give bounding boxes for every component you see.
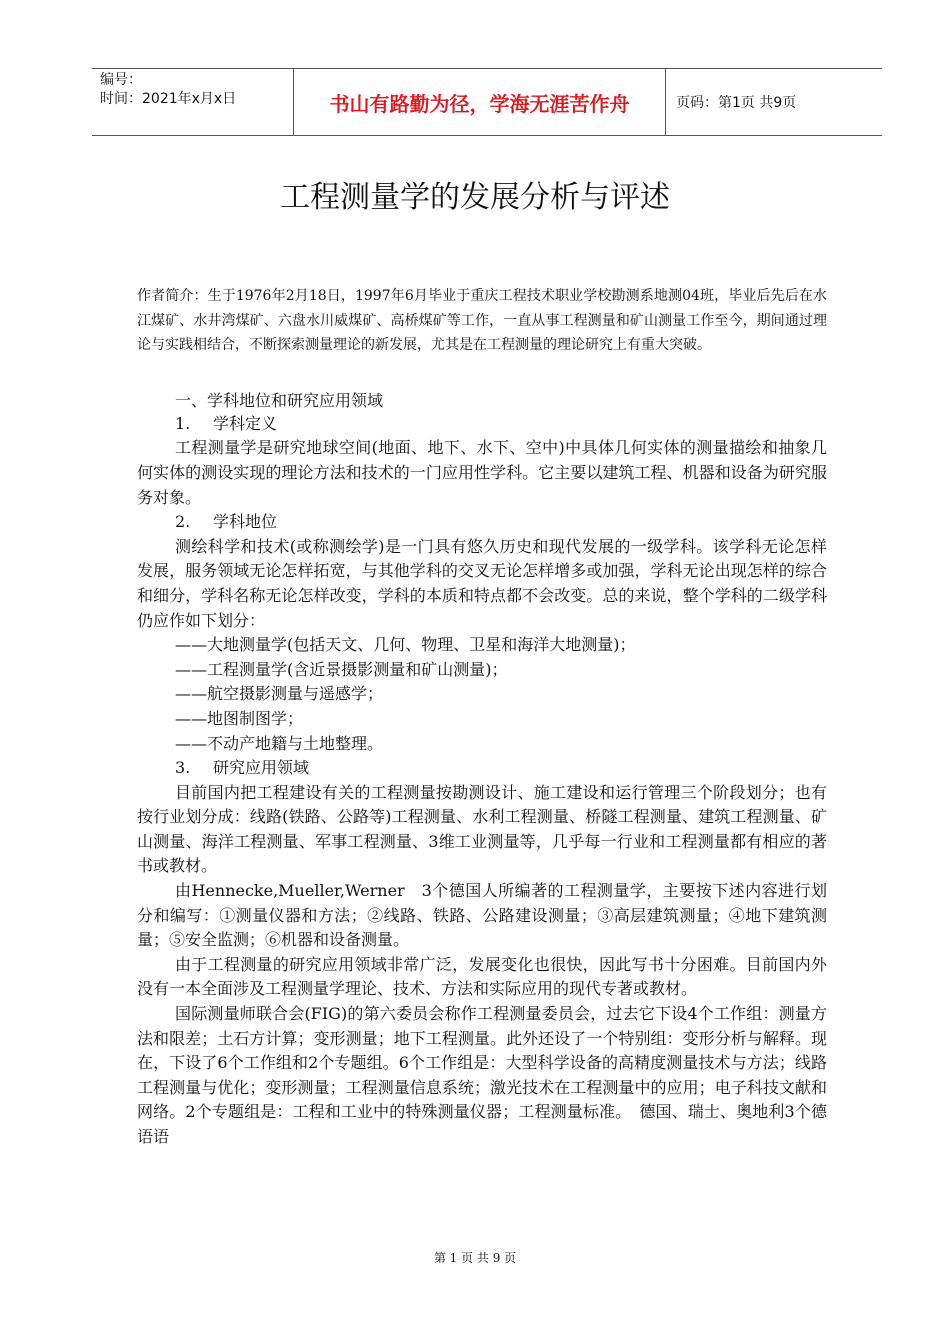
document-body <box>137 284 827 1150</box>
list-item: ——航空摄影测量与遥感学； <box>175 684 384 704</box>
document-title: 工程测量学的发展分析与评述 <box>280 180 670 215</box>
subsection-number: 1. <box>175 413 191 433</box>
section-heading: 一、学科地位和研究应用领域 <box>175 390 384 410</box>
paragraph: 测绘科学和技术(或称测绘学)是一门具有悠久历史和现代发展的一级学科。该学科无论怎样发展，服务领域无论怎样拓宽，与其他学科的交叉无论怎样增多或加强，学科无论出现怎样的综合和细分，学科名称无论怎样改变，学科的本质和特点都不会改变。总的来说，整个学科的二级学科仍应作如下划分： <box>137 536 827 630</box>
list-item: ——地图制图学； <box>175 708 304 728</box>
subsection-title: 研究应用领域 <box>213 758 310 778</box>
author-intro: 作者简介：生于1976年2月18日，1997年6月毕业于重庆工程技术职业学校勘测系地测04班，毕业后先后在水江煤矿、水井湾煤矿、六盘水川威煤矿、高桥煤矿等工作，一直从事工程测量和矿山测量工作至今，期间通过理论与实践相结合，不断探索测量理论的新发展，尤其是在工程测量的理论研究上有重大突破。 <box>137 288 827 354</box>
header-table <box>92 68 882 136</box>
list-item: ——不动产地籍与土地整理。 <box>175 733 384 753</box>
document-time-label: 时间：2021年x月x日 <box>100 91 237 107</box>
header-page-cell <box>666 69 882 135</box>
paragraph: 由Hennecke,Mueller,Werner 3个德国人所编著的工程测量学，主要按下述内容进行划分和编写：①测量仪器和方法；②线路、铁路、公路建设测量；③高层建筑测量；④地下建筑测量；⑤安全监测；⑥机器和设备测量。 <box>137 881 827 950</box>
subsection-heading-1 <box>137 412 827 437</box>
document-number-label: 编号： <box>100 72 142 88</box>
header-info-cell <box>92 69 293 135</box>
paragraph: 国际测量师联合会(FIG)的第六委员会称作工程测量委员会，过去它下设4个工作组：测量方法和限差；土石方计算；变形测量；地下工程测量。此外还设了一个特别组：变形分析与解释。现在，下设了6个工作组和2个专题组。6个工作组是：大型科学设备的高精度测量技术与方法；线路工程测量与优化；变形测量；工程测量信息系统；激光技术在工程测量中的应用；电子科技文献和网络。2个专题组是：工程和工业中的特殊测量仪器；工程测量标准。 德国、瑞士、奥地利3个德语语 <box>137 1004 827 1146</box>
list-item: ——工程测量学(含近景摄影测量和矿山测量)； <box>175 659 508 679</box>
subsection-title: 学科定义 <box>213 413 278 433</box>
paragraph: 目前国内把工程建设有关的工程测量按勘测设计、施工建设和运行管理三个阶段划分；也有按行业划分成：线路(铁路、公路等)工程测量、水利工程测量、桥隧工程测量、建筑工程测量、矿山测量、海洋工程测量、军事工程测量、3维工业测量等，几乎每一行业和工程测量都有相应的著书或教材。 <box>137 782 827 876</box>
paragraph: 由于工程测量的研究应用领域非常广泛，发展变化也很快，因此写书十分困难。目前国内外没有一本全面涉及工程测量学理论、技术、方法和实际应用的现代专著或教材。 <box>137 954 827 999</box>
header-page-code: 页码：第1页 共9页 <box>676 95 797 111</box>
section-content <box>137 412 827 1150</box>
page-footer: 第 1 页 共 9 页 <box>433 1251 517 1265</box>
subsection-number: 3. <box>175 758 191 778</box>
subsection-number: 2. <box>175 512 191 532</box>
header-motto: 书山有路勤为径，学海无涯苦作舟 <box>329 91 630 116</box>
subsection-heading-2 <box>137 510 827 535</box>
list-item: ——大地测量学(包括天文、几何、物理、卫星和海洋大地测量)； <box>175 635 636 655</box>
subsection-heading-3 <box>137 756 827 781</box>
header-motto-cell <box>293 69 666 135</box>
subsection-title: 学科地位 <box>213 512 278 532</box>
paragraph: 工程测量学是研究地球空间(地面、地下、水下、空中)中具体几何实体的测量描绘和抽象几何实体的测设实现的理论方法和技术的一门应用性学科。它主要以建筑工程、机器和设备为研究服务对象。 <box>137 438 827 507</box>
